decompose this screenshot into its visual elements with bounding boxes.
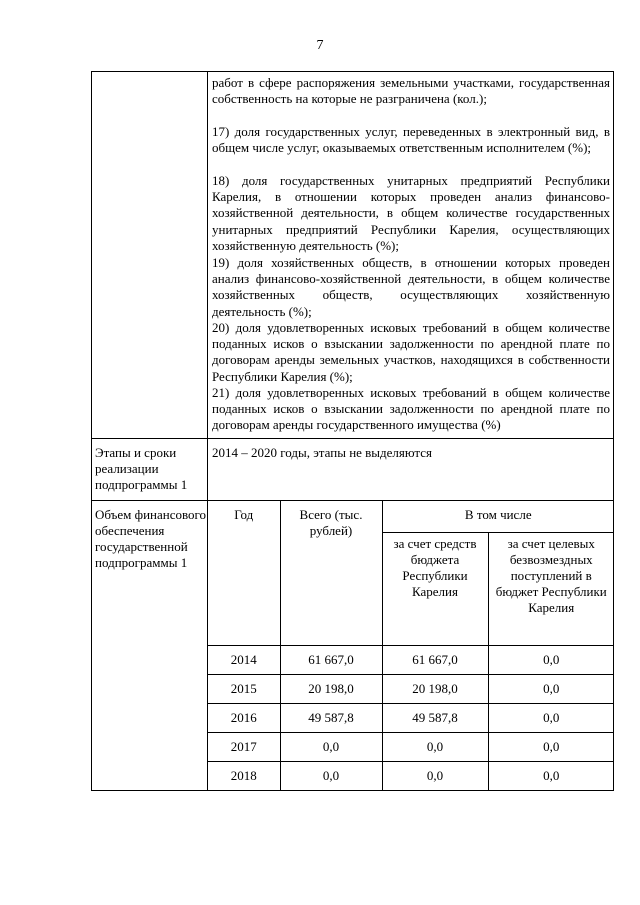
budget-cell: 61 667,0 [382, 645, 488, 674]
goal-item: работ в сфере распоряжения земельными участками, государственная собственность на которые не разграничена (кол.); [212, 75, 610, 107]
budget-cell: 49 587,8 [382, 703, 488, 732]
table-row [208, 703, 614, 732]
table-row [208, 645, 614, 674]
targeted-cell: 0,0 [488, 703, 614, 732]
year-cell: 2017 [208, 732, 280, 761]
total-cell: 0,0 [280, 761, 382, 790]
stages-value: 2014 – 2020 годы, этапы не выделяются [208, 438, 614, 500]
stages-row [92, 438, 614, 500]
goals-row [92, 72, 614, 439]
including-header: В том числе [382, 501, 614, 533]
page-number: 7 [316, 38, 324, 53]
funding-label: Объем финансового обеспечения государственной подпрограммы 1 [92, 500, 208, 790]
goal-item: 19) доля хозяйственных обществ, в отношении которых проведен анализ финансово-хозяйственной деятельности, в общем количестве хозяйственных обществ, осуществляющих хозяйственную деятельность (%); [212, 255, 610, 319]
goal-item: 21) доля удовлетворенных исковых требований в общем количестве поданных исков о взыскании задолженности по арендной плате по договорам аренды государственного имущества (%) [212, 385, 610, 433]
goals-cell [208, 72, 614, 439]
total-cell: 20 198,0 [280, 674, 382, 703]
goal-item: 20) доля удовлетворенных исковых требований в общем количестве поданных исков о взыскании задолженности по арендной плате по договорам аренды земельных участков, находящихся в собственности Республики Карелия (%); [212, 320, 610, 384]
year-cell: 2018 [208, 761, 280, 790]
funding-row [92, 500, 614, 790]
goals-label-cell [92, 72, 208, 439]
goal-item: 18) доля государственных унитарных предприятий Республики Карелия, в отношении которых проведен анализ финансово-хозяйственной деятельности, в общем количестве государственных унитарных предприятий Республики Карелия, осуществляющих хозяйственную деятельность (%); [212, 173, 610, 253]
stages-label: Этапы и сроки реализации подпрограммы 1 [92, 438, 208, 500]
table-row [208, 761, 614, 790]
targeted-header: за счет целевых безвозмездных поступлений в бюджет Республики Карелия [488, 532, 614, 645]
total-header: Всего (тыс. рублей) [280, 501, 382, 646]
total-cell: 49 587,8 [280, 703, 382, 732]
year-cell: 2015 [208, 674, 280, 703]
budget-cell: 0,0 [382, 761, 488, 790]
funding-table [208, 501, 614, 790]
passport-table [91, 71, 614, 791]
budget-cell: 0,0 [382, 732, 488, 761]
targeted-cell: 0,0 [488, 645, 614, 674]
targeted-cell: 0,0 [488, 732, 614, 761]
budget-cell: 20 198,0 [382, 674, 488, 703]
year-header: Год [208, 501, 280, 646]
targeted-cell: 0,0 [488, 761, 614, 790]
funding-table-cell [208, 500, 614, 790]
targeted-cell: 0,0 [488, 674, 614, 703]
budget-header: за счет средств бюджета Республики Карелия [382, 532, 488, 645]
total-cell: 0,0 [280, 732, 382, 761]
funding-header-row [208, 501, 614, 533]
table-row [208, 732, 614, 761]
year-cell: 2014 [208, 645, 280, 674]
goal-item: 17) доля государственных услуг, переведенных в электронный вид, в общем числе услуг, оказываемых ответственным исполнителем (%); [212, 124, 610, 156]
total-cell: 61 667,0 [280, 645, 382, 674]
table-row [208, 674, 614, 703]
year-cell: 2016 [208, 703, 280, 732]
